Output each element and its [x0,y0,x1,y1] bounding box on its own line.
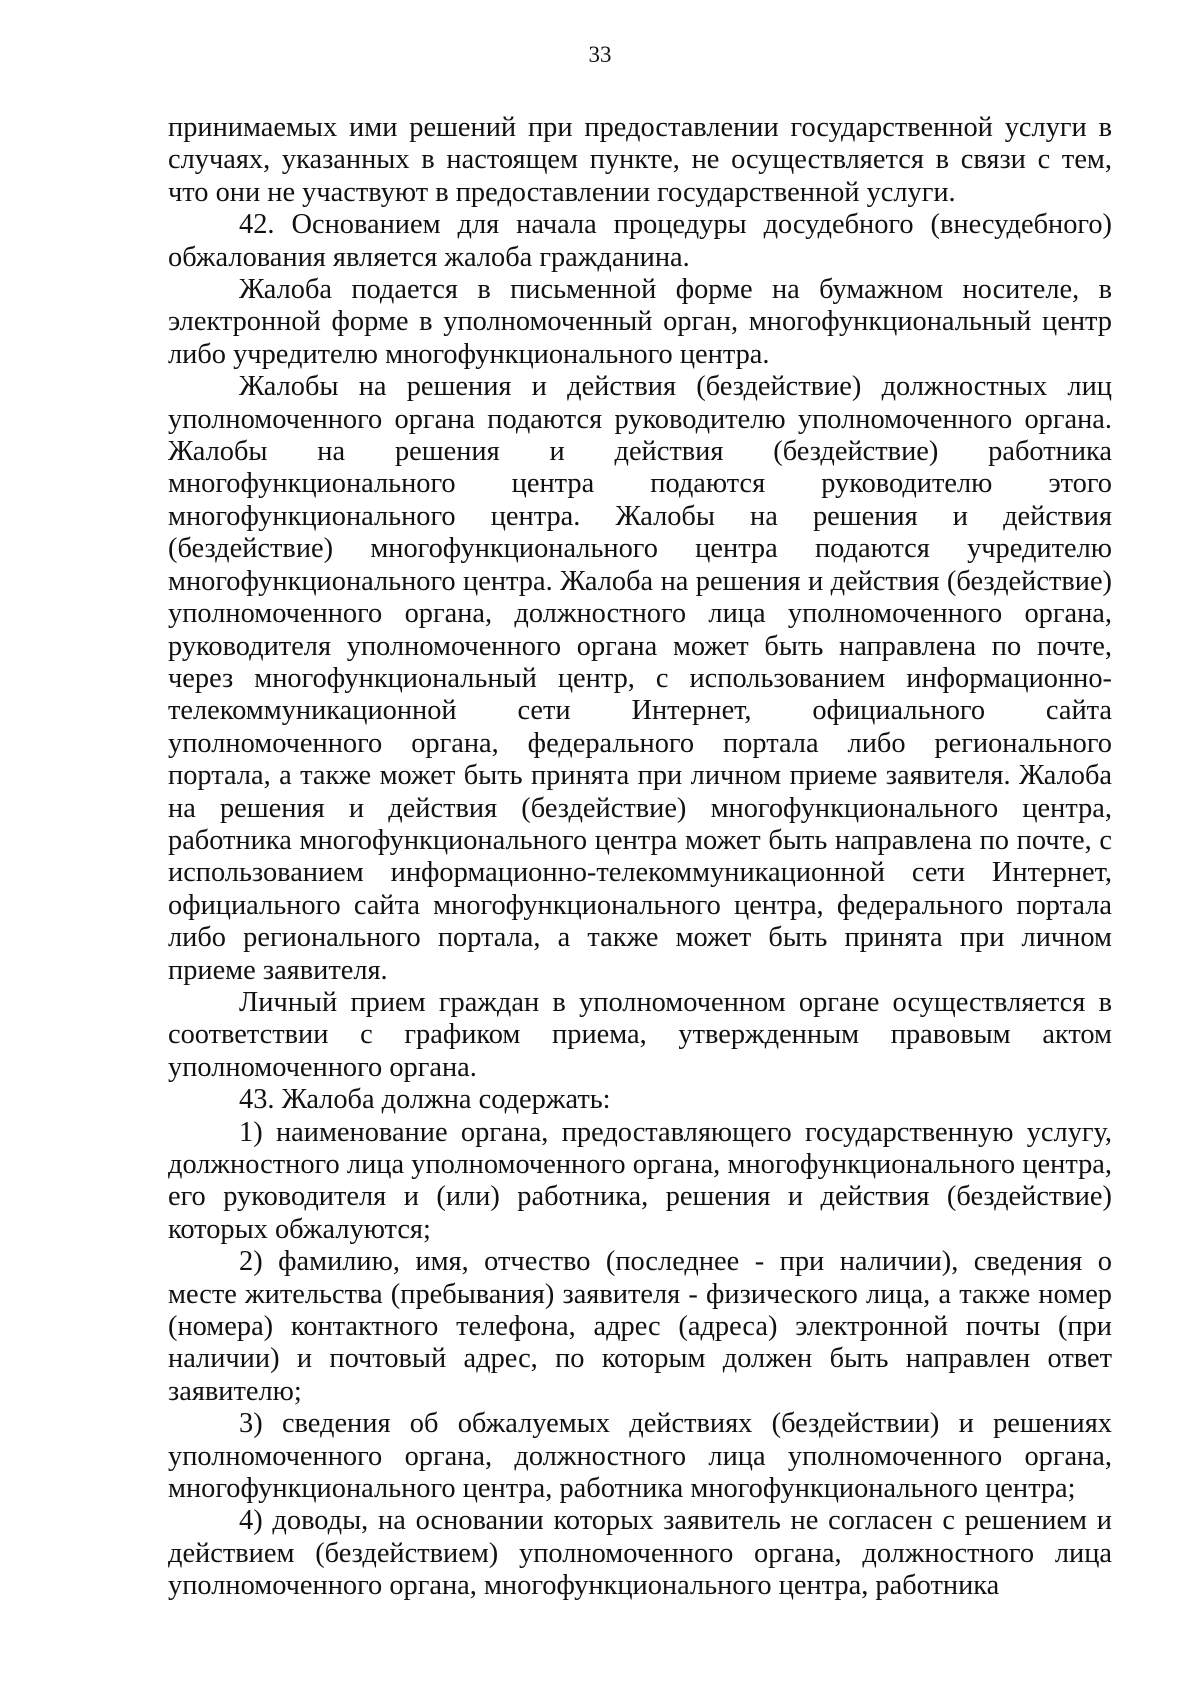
list-item-1: 1) наименование органа, предоставляющего государственную услугу, должностного лица уполномоченного органа, многофункционального центра, его руководителя и (или) работника, решения и действия (бездействие) которых обжалуются; [168,1116,1112,1245]
paragraph-43-heading: 43. Жалоба должна содержать: [239,1084,611,1116]
paragraph-42-basis: 42. Основанием для начала процедуры досудебного (внесудебного) обжалования является жалоба гражданина. [168,209,1112,273]
page-number: 33 [588,42,612,67]
list-item-2: 2) фамилию, имя, отчество (последнее - при наличии), сведения о месте жительства (пребывания) заявителя - физического лица, а также номер (номера) контактного телефона, адрес (адреса) электронной почты (при наличии) и почтовый адрес, по которым должен быть направлен ответ заявителю; [168,1246,1112,1407]
document-body [168,112,1112,1603]
list-item-3: 3) сведения об обжалуемых действиях (бездействии) и решениях уполномоченного органа, должностного лица уполномоченного органа, многофункционального центра, работника многофункционального центра; [168,1408,1112,1505]
paragraph-complaint-form: Жалоба подается в письменной форме на бумажном носителе, в электронной форме в уполномоченный орган, многофункциональный центр либо учредителю многофункционального центра. [168,274,1112,370]
paragraph-continuation: принимаемых ими решений при предоставлении государственной услуги в случаях, указанных в настоящем пункте, не осуществляется в связи с тем, что они не участвуют в предоставлении государственной услуги. [168,112,1112,208]
list-item-4: 4) доводы, на основании которых заявитель не согласен с решением и действием (бездействием) уполномоченного органа, должностного лица уполномоченного органа, многофункционального центра, работника [168,1505,1112,1602]
paragraph-complaint-addressees: Жалобы на решения и действия (бездействие) должностных лиц уполномоченного органа подаются руководителю уполномоченного органа. Жалобы на решения и действия (бездействие) работника многофункционального центра подаются руководителю этого многофункционального центра. Жалобы на решения и действия (бездействие) многофункционального центра подаются учредителю многофункционального центра. Жалоба на решения и действия (бездействие) уполномоченного органа, должностного лица уполномоченного органа, руководителя уполномоченного органа может быть направлена по почте, через многофункциональный центр, с использованием информационно-телекоммуникационной сети Интернет, официального сайта уполномоченного органа, федерального портала либо регионального портала, а также может быть принята при личном приеме заявителя. Жалоба на решения и действия (бездействие) многофункционального центра, работника многофункционального центра может быть направлена по почте, с использованием информационно-телекоммуникационной сети Интернет, официального сайта многофункционального центра, федерального портала либо регионального портала, а также может быть принята при личном приеме заявителя. [168,371,1112,986]
paragraph-personal-reception: Личный прием граждан в уполномоченном органе осуществляется в соответствии с графиком приема, утвержденным правовым актом уполномоченного органа. [168,986,1112,1083]
